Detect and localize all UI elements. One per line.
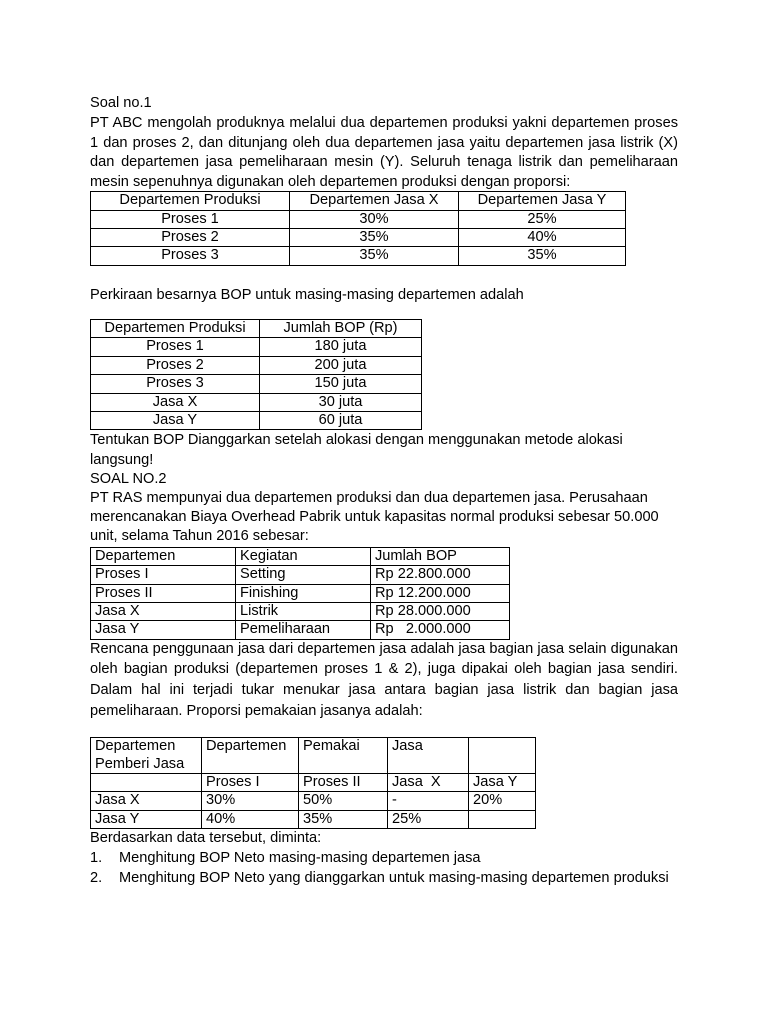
document-page (90, 94, 678, 888)
col-header: Departemen Jasa Y (459, 192, 626, 210)
cell: 200 juta (260, 356, 422, 374)
table-row (91, 356, 422, 374)
cell: Rp 22.800.000 (371, 566, 510, 584)
table-row (91, 621, 510, 639)
cell: Proses 3 (91, 375, 260, 393)
cell: 25% (388, 810, 469, 828)
cell: Jasa X (91, 393, 260, 411)
col-header: Pemakai (299, 738, 388, 774)
cell: 30% (202, 792, 299, 810)
col-header: Jasa Y (469, 773, 536, 791)
soal2-ask: Berdasarkan data tersebut, diminta: (90, 830, 322, 847)
soal2-heading: SOAL NO.2 (90, 470, 167, 487)
list-text: Menghitung BOP Neto yang dianggarkan untuk masing-masing departemen produksi (119, 870, 669, 887)
col-header: Proses I (202, 773, 299, 791)
cell: 35% (299, 810, 388, 828)
soal1-intro: PT ABC mengolah produknya melalui dua departemen produksi yakni departemen proses 1 dan proses 2, dan ditunjang oleh dua departemen jasa yaitu departemen jasa listrik (X) dan departemen jasa pemeliharaan mesin (Y). Seluruh tenaga listrik dan pemeliharaan mesin sepenuhnya digunakan oleh departemen produksi dengan proporsi: (90, 115, 678, 190)
list-number: 2. (90, 870, 103, 887)
table-bop-departemen (90, 547, 510, 640)
soal1-heading: Soal no.1 (90, 95, 152, 111)
table-row (91, 229, 626, 247)
cell (91, 773, 202, 791)
col-header: Departemen Produksi (91, 320, 260, 338)
col-header: Departemen (91, 547, 236, 565)
cell: 60 juta (260, 412, 422, 430)
cell: 150 juta (260, 375, 422, 393)
cell (469, 810, 536, 828)
table-row (91, 602, 510, 620)
col-header: Departemen Jasa X (290, 192, 459, 210)
cell: Jasa Y (91, 621, 236, 639)
list-number: 1. (90, 850, 103, 867)
cell: Listrik (236, 602, 371, 620)
cell: Proses II (91, 584, 236, 602)
table-row (91, 338, 422, 356)
cell: Jasa Y (91, 810, 202, 828)
cell: 40% (202, 810, 299, 828)
table-row (91, 566, 510, 584)
table-header-row (91, 738, 536, 774)
soal2-paragraph: Rencana penggunaan jasa dari departemen jasa adalah jasa bagian jasa selain digunakan oleh bagian produksi (departemen proses 1 & 2), juga dipakai oleh bagian jasa sendiri. Dalam hal ini terjadi tukar menukar jasa antara bagian jasa listrik dan bagian jasa pemeliharaan. Proporsi pemakaian jasanya adalah: (90, 640, 678, 719)
col-header: Kegiatan (236, 547, 371, 565)
cell: Jasa X (91, 792, 202, 810)
cell: 30 juta (260, 393, 422, 411)
cell: Rp 12.200.000 (371, 584, 510, 602)
bop-intro-text: Perkiraan besarnya BOP untuk masing-masing departemen adalah (90, 286, 524, 303)
cell: 40% (459, 229, 626, 247)
table-header-row (91, 192, 626, 210)
cell: Proses 3 (91, 247, 290, 265)
table-row (91, 375, 422, 393)
table-header-row (91, 320, 422, 338)
cell: 35% (290, 229, 459, 247)
cell: 30% (290, 210, 459, 228)
table-row (91, 412, 422, 430)
table-proporsi-jasa (90, 191, 626, 266)
list-text: Menghitung BOP Neto masing-masing departemen jasa (119, 850, 481, 867)
cell: Finishing (236, 584, 371, 602)
cell: 50% (299, 792, 388, 810)
list-item (90, 868, 678, 888)
cell: Rp 2.000.000 (371, 621, 510, 639)
col-header: Jasa (388, 738, 469, 774)
cell: 25% (459, 210, 626, 228)
cell: Pemeliharaan (236, 621, 371, 639)
col-header: Departemen Produksi (91, 192, 290, 210)
table-row (91, 792, 536, 810)
cell: Rp 28.000.000 (371, 602, 510, 620)
col-header: Jumlah BOP (Rp) (260, 320, 422, 338)
table-proporsi-pemakaian (90, 737, 536, 829)
table-row (91, 247, 626, 265)
list-item (90, 848, 678, 868)
table-jumlah-bop (90, 319, 422, 430)
cell: 35% (290, 247, 459, 265)
cell: - (388, 792, 469, 810)
col-header: Proses II (299, 773, 388, 791)
cell: Proses 1 (91, 210, 290, 228)
soal2-intro: PT RAS mempunyai dua departemen produksi dan dua departemen jasa. Perusahaan merencanakan Biaya Overhead Pabrik untuk kapasitas normal produksi sebesar 50.000 unit, selama Tahun 2016 sebesar: (90, 490, 659, 545)
cell: Proses 2 (91, 229, 290, 247)
col-header: Departemen Pemberi Jasa (91, 738, 202, 774)
cell: 35% (459, 247, 626, 265)
col-header: Jasa X (388, 773, 469, 791)
table-header-row (91, 773, 536, 791)
cell: Proses I (91, 566, 236, 584)
table-header-row (91, 547, 510, 565)
soal1-task: Tentukan BOP Dianggarkan setelah alokasi dengan menggunakan metode alokasi langsung! (90, 432, 623, 468)
table-row (91, 210, 626, 228)
cell: 180 juta (260, 338, 422, 356)
table-row (91, 584, 510, 602)
table-row (91, 810, 536, 828)
cell: 20% (469, 792, 536, 810)
cell: Proses 2 (91, 356, 260, 374)
col-header: Jumlah BOP (371, 547, 510, 565)
table-row (91, 393, 422, 411)
col-header (469, 738, 536, 774)
cell: Jasa Y (91, 412, 260, 430)
cell: Setting (236, 566, 371, 584)
cell: Jasa X (91, 602, 236, 620)
cell: Proses 1 (91, 338, 260, 356)
col-header: Departemen (202, 738, 299, 774)
